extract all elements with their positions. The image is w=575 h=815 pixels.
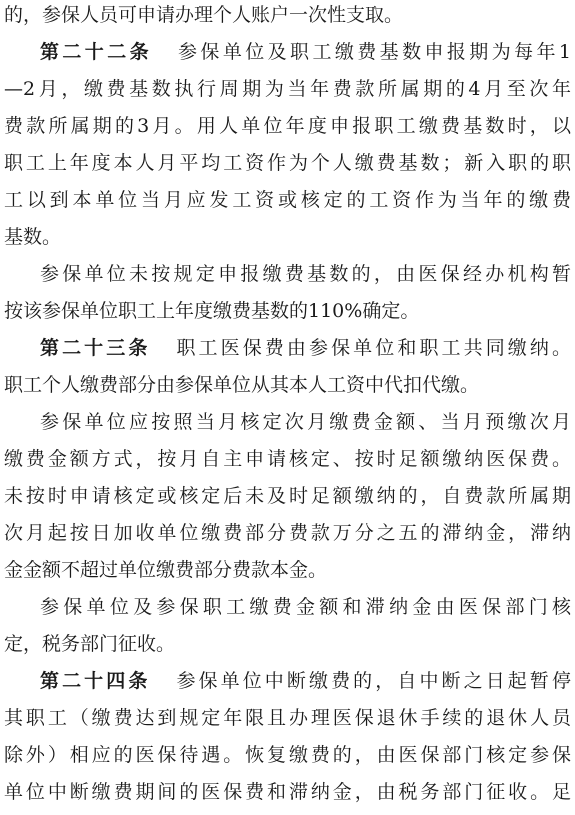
line-text: 参保单位及参保职工缴费金额和滞纳金由医保部门核 <box>40 596 571 618</box>
article-24-first-line <box>40 669 571 693</box>
text-line <box>4 743 571 767</box>
line-text: 参保单位及职工缴费基数申报期为每年1 <box>178 41 571 63</box>
text-line <box>40 595 571 619</box>
line-text: 未按时申请核定或核定后未及时足额缴纳的，自费款所属期 <box>4 485 571 507</box>
text-line <box>40 410 571 434</box>
article-heading: 第二十二条 <box>40 41 153 63</box>
line-text: 金金额不超过单位缴费部分费款本金。 <box>4 559 328 581</box>
line-text: 职工医保费由参保单位和职工共同缴纳。 <box>176 337 571 359</box>
text-line <box>4 3 571 27</box>
text-line <box>4 373 571 397</box>
line-text: 除外）相应的医保待遇。恢复缴费的，由医保部门核定参保 <box>4 744 571 766</box>
line-text: 职工上年度本人月平均工资作为个人缴费基数；新入职的职 <box>4 152 571 174</box>
text-line <box>4 521 571 545</box>
line-text: 单位中断缴费期间的医保费和滞纳金，由税务部门征收。足 <box>4 781 571 803</box>
line-text: 缴费金额方式，按月自主申请核定、按时足额缴纳医保费。 <box>4 448 571 470</box>
line-text: 按该参保单位职工上年度缴费基数的110%确定。 <box>4 300 420 322</box>
line-text: 费款所属期的3月。用人单位年度申报职工缴费基数时，以 <box>4 115 571 137</box>
text-line <box>4 706 571 730</box>
line-text: 其职工（缴费达到规定年限且办理医保退休手续的退休人员 <box>4 707 571 729</box>
article-22-first-line <box>40 40 571 64</box>
text-line <box>4 114 571 138</box>
line-text: 定，税务部门征收。 <box>4 633 176 655</box>
article-heading: 第二十四条 <box>40 670 151 692</box>
line-text: 的，参保人员可申请办理个人账户一次性支取。 <box>4 4 404 26</box>
line-text: 职工个人缴费部分由参保单位从其本人工资中代扣代缴。 <box>4 374 480 396</box>
text-line <box>4 780 571 804</box>
text-line <box>4 632 571 656</box>
text-line <box>4 558 571 582</box>
text-line <box>40 262 571 286</box>
line-text: —2月，缴费基数执行周期为当年费款所属期的4月至次年 <box>4 78 571 100</box>
line-text: 参保单位应按照当月核定次月缴费金额、当月预缴次月 <box>40 411 571 433</box>
line-text: 参保单位未按规定申报缴费基数的，由医保经办机构暂 <box>40 263 571 285</box>
line-text: 基数。 <box>4 226 62 248</box>
text-line <box>4 299 571 323</box>
line-text: 参保单位中断缴费的，自中断之日起暂停 <box>176 670 571 692</box>
text-line <box>4 188 571 212</box>
text-line <box>4 151 571 175</box>
line-text: 次月起按日加收单位缴费部分费款万分之五的滞纳金，滞纳 <box>4 522 571 544</box>
text-line <box>4 225 571 249</box>
text-line <box>4 484 571 508</box>
article-heading: 第二十三条 <box>40 337 151 359</box>
text-line <box>4 77 571 101</box>
article-23-first-line <box>40 336 571 360</box>
text-line <box>4 447 571 471</box>
line-text: 工以到本单位当月应发工资或核定的工资作为当年的缴费 <box>4 189 571 211</box>
